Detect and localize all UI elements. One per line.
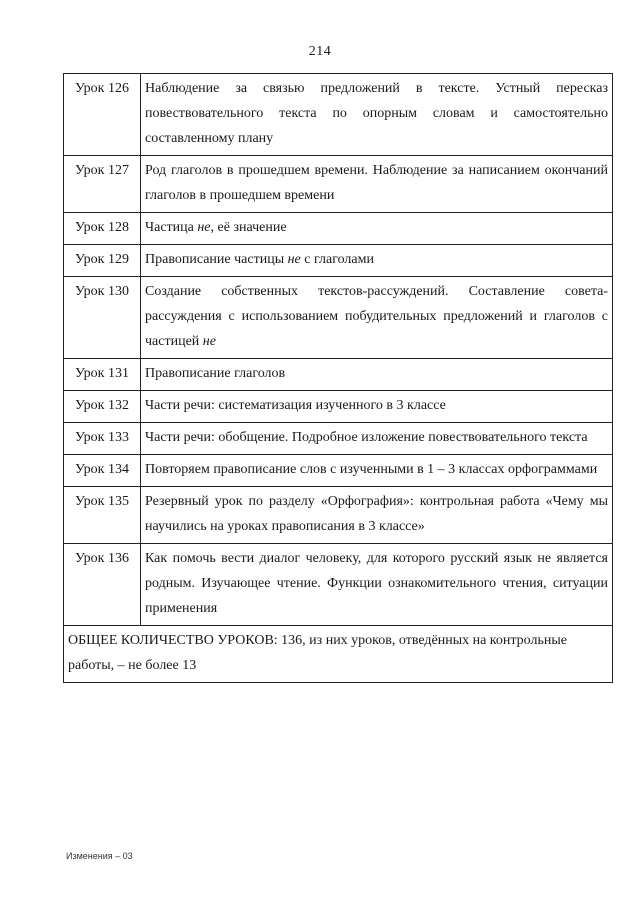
lesson-description bbox=[141, 423, 613, 455]
lesson-description bbox=[141, 544, 613, 626]
lesson-label: Урок 131 bbox=[64, 359, 141, 391]
lesson-label: Урок 128 bbox=[64, 213, 141, 245]
table-row bbox=[64, 359, 613, 391]
table-row bbox=[64, 487, 613, 544]
page-number: 214 bbox=[308, 44, 332, 59]
table-row bbox=[64, 423, 613, 455]
lesson-label: Урок 135 bbox=[64, 487, 141, 544]
table-row bbox=[64, 156, 613, 213]
lesson-label: Урок 133 bbox=[64, 423, 141, 455]
table-row bbox=[64, 391, 613, 423]
description-text: Повторяем правописание слов с изученными в 1 – 3 классах орфограммами bbox=[145, 462, 598, 477]
lesson-description bbox=[141, 455, 613, 487]
lesson-description bbox=[141, 391, 613, 423]
description-text: Род глаголов в прошедшем времени. Наблюдение за написанием окончаний глаголов в прошедшем времени bbox=[145, 163, 608, 203]
revision-note: Изменения – 03 bbox=[66, 851, 133, 861]
description-text: Части речи: обобщение. Подробное изложение повествовательного текста bbox=[145, 430, 588, 445]
lesson-description bbox=[141, 156, 613, 213]
table-row bbox=[64, 277, 613, 359]
lesson-label: Урок 129 bbox=[64, 245, 141, 277]
description-text: Как помочь вести диалог человеку, для которого русский язык не является родным. Изучающее чтение. Функции ознакомительного чтения, ситуации применения bbox=[145, 551, 608, 616]
table-row bbox=[64, 213, 613, 245]
description-text: Правописание глаголов bbox=[145, 366, 286, 381]
lesson-description bbox=[141, 277, 613, 359]
lesson-label: Урок 134 bbox=[64, 455, 141, 487]
table-row bbox=[64, 544, 613, 626]
lesson-label: Урок 136 bbox=[64, 544, 141, 626]
lesson-description bbox=[141, 245, 613, 277]
description-text: Правописание частицы bbox=[145, 252, 288, 267]
description-text: , её значение bbox=[210, 220, 287, 235]
table-row bbox=[64, 245, 613, 277]
italic-particle: не bbox=[202, 334, 216, 349]
total-lessons-summary: ОБЩЕЕ КОЛИЧЕСТВО УРОКОВ: 136, из них уроков, отведённых на контрольные работы, – не более 13 bbox=[64, 626, 613, 683]
lesson-plan-table bbox=[63, 73, 613, 683]
description-text: Частица bbox=[145, 220, 198, 235]
italic-particle: не bbox=[197, 220, 211, 235]
lesson-label: Урок 127 bbox=[64, 156, 141, 213]
lesson-description bbox=[141, 487, 613, 544]
lesson-label: Урок 132 bbox=[64, 391, 141, 423]
italic-particle: не bbox=[287, 252, 301, 267]
description-text: Наблюдение за связью предложений в тексте. Устный пересказ повествовательного текста по опорным словам и самостоятельно составленному плану bbox=[145, 81, 608, 146]
table-row bbox=[64, 455, 613, 487]
lesson-description bbox=[141, 359, 613, 391]
lesson-label: Урок 126 bbox=[64, 74, 141, 156]
lesson-description bbox=[141, 213, 613, 245]
summary-row bbox=[64, 626, 613, 683]
lesson-plan-body bbox=[64, 74, 613, 683]
table-row bbox=[64, 74, 613, 156]
description-text: Создание собственных текстов-рассуждений. Составление совета-рассуждения с использованием побудительных предложений и глаголов с частицей bbox=[145, 284, 608, 349]
description-text: Резервный урок по разделу «Орфография»: контрольная работа «Чему мы научились на уроках правописания в 3 классе» bbox=[145, 494, 608, 534]
lesson-description bbox=[141, 74, 613, 156]
description-text: Части речи: систематизация изученного в 3 классе bbox=[145, 398, 446, 413]
description-text: с глаголами bbox=[300, 252, 374, 267]
lesson-label: Урок 130 bbox=[64, 277, 141, 359]
